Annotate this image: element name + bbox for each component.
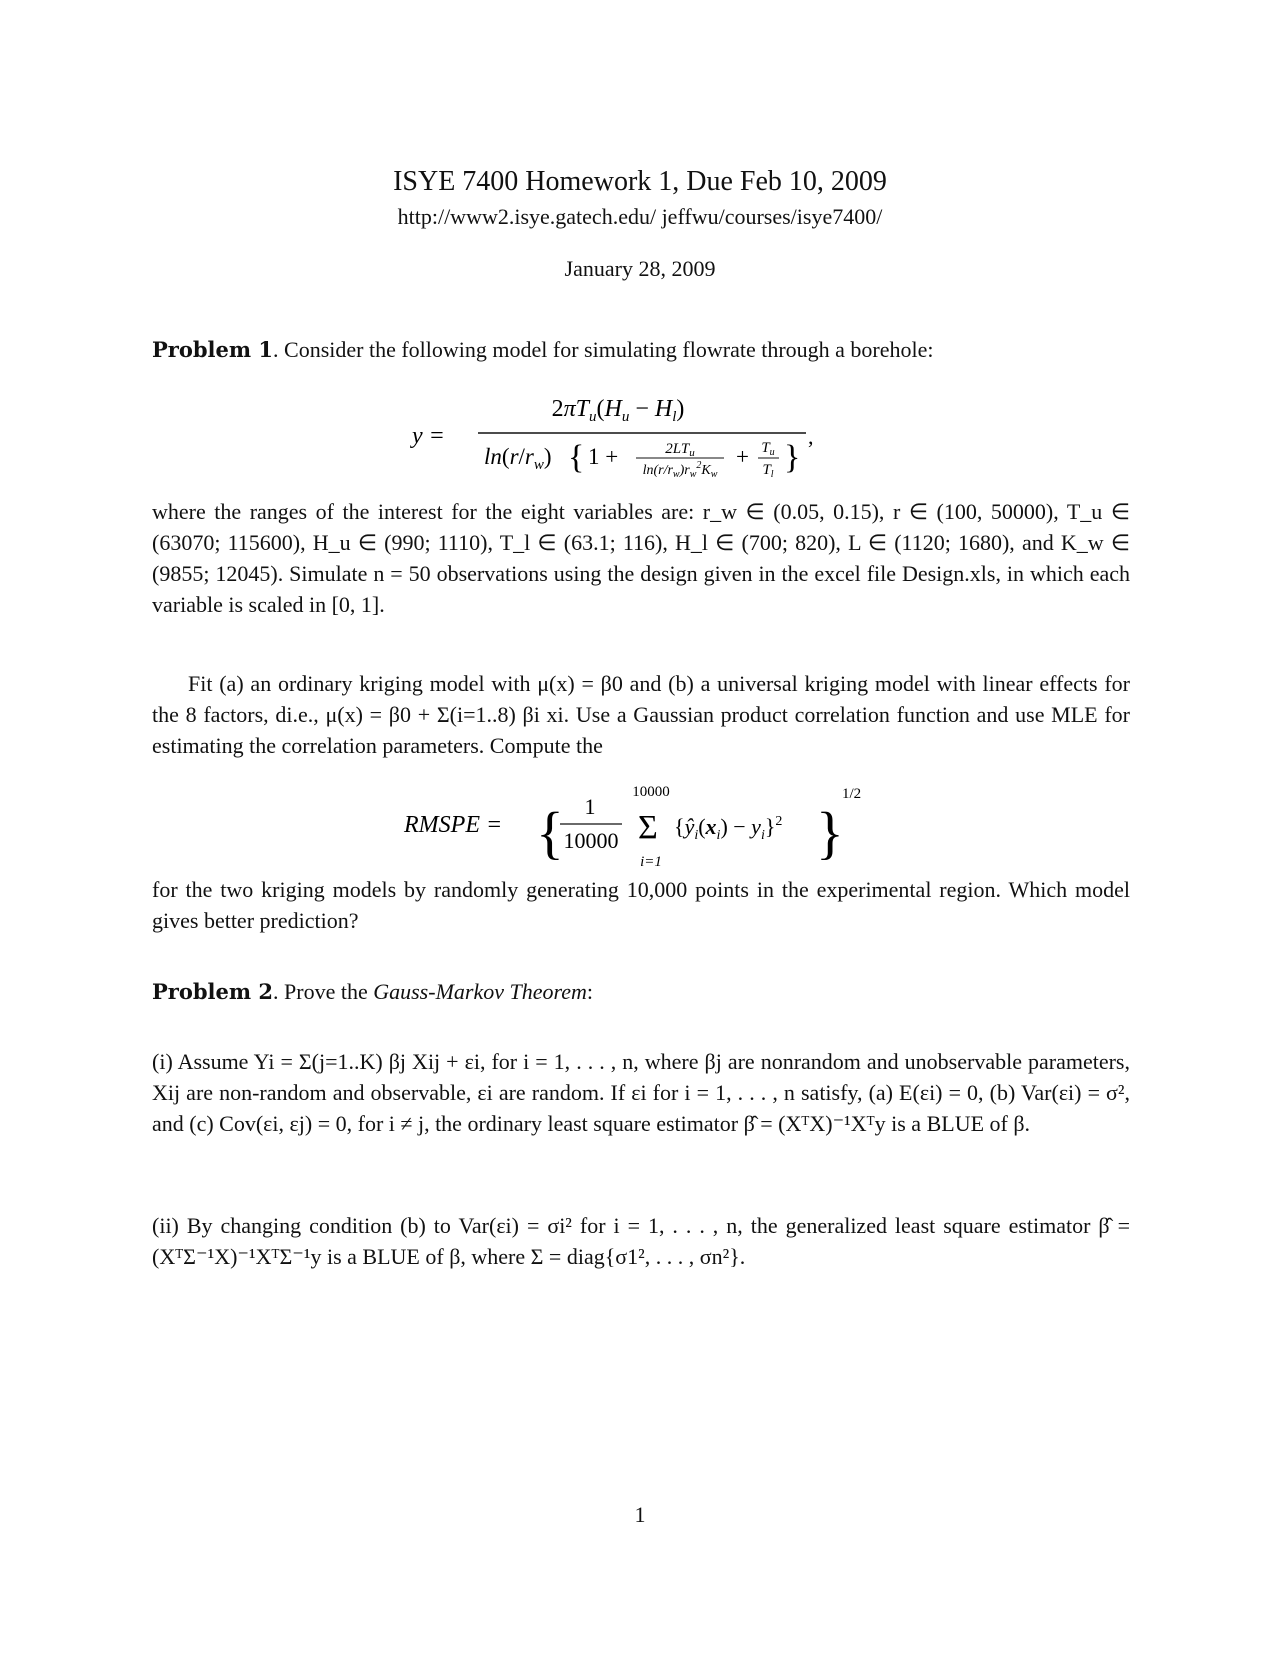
theorem-name: Gauss-Markov Theorem xyxy=(373,979,587,1004)
sum-upper-limit: 10000 xyxy=(632,784,670,800)
problem-2-colon: : xyxy=(586,979,594,1004)
ranges-paragraph xyxy=(152,496,1130,620)
rmspe-exponent: 1/2 xyxy=(842,786,862,802)
rmspe-equation xyxy=(0,774,1280,874)
plus-sign: + xyxy=(736,444,749,469)
problem-1-label: Problem 1 xyxy=(152,337,274,362)
tu-fraction-den: $T_l$ xyxy=(762,462,774,480)
problem-2-part-ii xyxy=(152,1210,1130,1272)
rmspe-lhs: RMSPE = xyxy=(404,812,503,838)
part-i-text: (i) Assume Yi = Σ(j=1..K) βj Xij + εi, for i = 1, . . . , n, where βj are nonrandom and unobservable parameters, Xij are non-random and observable, εi are random. If εi for i = 1, . . . , n satisfy, (a) E(εi) = 0, (b) Var(εi) = σ², and (c) Cov(εi, εj) = 0, for i ≠ j, the ordinary least square estimator β̂ = (XᵀX)⁻¹Xᵀy is a BLUE of β. xyxy=(152,1049,1130,1136)
document-date: January 28, 2009 xyxy=(564,256,716,281)
fit-text: Fit (a) an ordinary kriging model with μ(x) = β0 and (b) a universal kriging model with linear effects for the 8 factors, di.e., μ(x) = β0 + Σ(i=1..8) βi xi. Use a Gaussian product correlation function and use MLE for estimating the correlation parameters. Compute the xyxy=(152,671,1130,758)
page-number: 1 xyxy=(634,1502,646,1527)
ranges-text: where the ranges of the interest for the eight variables are: r_w ∈ (0.05, 0.15), r ∈ (100, 50000), T_u ∈ (63070; 115600), H_u ∈ (990; 1110), T_l ∈ (63.1; 116), H_l ∈ (700; 820), L ∈ (1120; 1680), and K_w ∈ (9855; 12045). Simulate n = 50 observations using the design given in the excel file Design.xls, in which each variable is scaled in [0, 1]. xyxy=(152,499,1130,617)
denominator-one: 1 + xyxy=(588,444,619,469)
rmspe-term: $\{ŷ_i(x_i) - y_i\}^2$ xyxy=(674,814,783,843)
problem-2-label: Problem 2 xyxy=(152,979,274,1004)
problem-1-intro xyxy=(152,334,1130,365)
after-rmspe-paragraph xyxy=(152,874,1130,936)
course-url[interactable]: http://www2.isye.gatech.edu/ jeffwu/courses/isye7400/ xyxy=(397,204,883,229)
rmspe-right-brace: } xyxy=(816,800,844,865)
borehole-equation xyxy=(0,380,1280,480)
equation-comma: , xyxy=(808,424,814,449)
document-title: ISYE 7400 Homework 1, Due Feb 10, 2009 xyxy=(393,166,887,197)
inner-fraction-den: $\ln(r/r_w)r_w^2K_w$ xyxy=(642,460,718,480)
problem-2-intro xyxy=(152,976,1130,1007)
problem-2-part-i xyxy=(152,1046,1130,1139)
problem-2-intro-text: . Prove the xyxy=(273,979,374,1004)
after-rmspe-text: for the two kriging models by randomly generating 10,000 points in the experimental region. Which model gives better prediction? xyxy=(152,877,1130,933)
sum-symbol: Σ xyxy=(638,809,658,846)
tu-fraction-num: $T_u$ xyxy=(761,440,775,458)
equation-numerator: $2\pi T_u(H_u - H_l)$ xyxy=(551,396,685,425)
inner-fraction-num: $2LT_u$ xyxy=(665,441,695,459)
problem-1-intro-text: . Consider the following model for simulating flowrate through a borehole: xyxy=(273,337,934,362)
rmspe-frac-den: 10000 xyxy=(563,828,619,853)
right-brace: } xyxy=(784,439,801,476)
part-ii-text: (ii) By changing condition (b) to Var(εi) = σi² for i = 1, . . . , n, the generalized least square estimator β̂ = (XᵀΣ⁻¹X)⁻¹XᵀΣ⁻¹y is a BLUE of β, where Σ = diag{σ1², . . . , σn²}. xyxy=(152,1213,1130,1269)
rmspe-left-brace: { xyxy=(536,800,564,865)
sum-lower-limit: i=1 xyxy=(640,854,662,870)
rmspe-frac-num: 1 xyxy=(584,794,596,819)
equation-lhs: y = xyxy=(412,423,445,449)
left-brace: { xyxy=(568,439,585,476)
fit-paragraph xyxy=(152,668,1130,761)
equation-denominator: $\ln(r/r_w)$ xyxy=(484,444,552,473)
